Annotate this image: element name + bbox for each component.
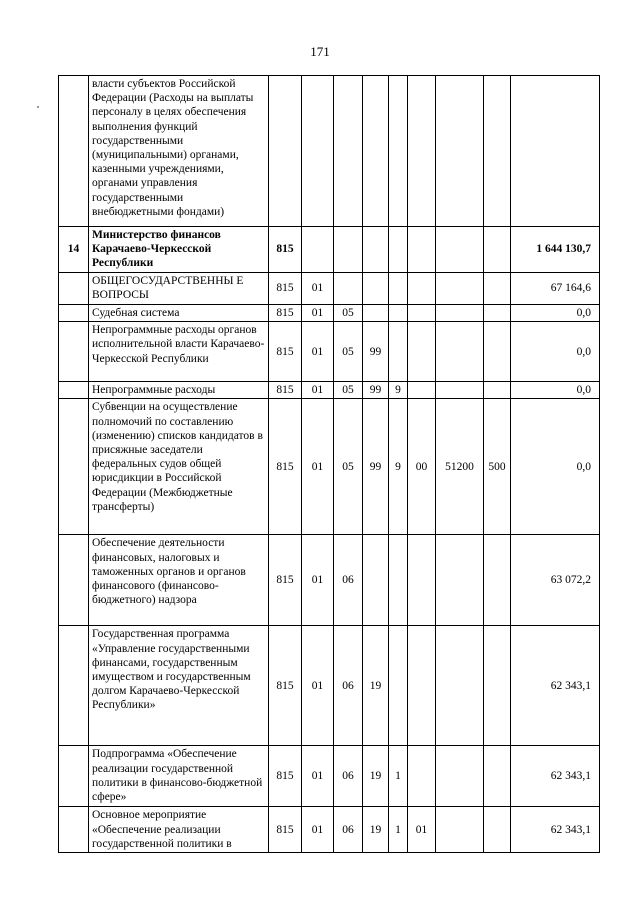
code-subprogram: 1 xyxy=(389,746,408,807)
amount: 62 343,1 xyxy=(511,626,600,746)
table-row xyxy=(59,399,600,535)
code-event xyxy=(408,227,436,273)
code-vr xyxy=(484,322,511,382)
code-subprogram xyxy=(389,626,408,746)
row-name: власти субъектов Российской Федерации (Расходы на выплаты персоналу в целях обеспечения выполнения функций государственными (муниципальными) органами, казенными учреждениями, органами управления государственными внебюджетными фондами) xyxy=(89,76,269,227)
row-name: Судебная система xyxy=(89,305,269,322)
code-rz: 01 xyxy=(302,273,334,305)
code-pr: 05 xyxy=(334,382,363,399)
row-number xyxy=(59,626,89,746)
row-name: Основное мероприятие «Обеспечение реализации государственной политики в xyxy=(89,807,269,853)
code-event xyxy=(408,273,436,305)
code-rz: 01 xyxy=(302,626,334,746)
code-pr: 06 xyxy=(334,746,363,807)
code-program xyxy=(363,273,389,305)
row-name: ОБЩЕГОСУДАРСТВЕННЫ Е ВОПРОСЫ xyxy=(89,273,269,305)
code-subprogram: 1 xyxy=(389,807,408,853)
amount xyxy=(511,76,600,227)
code-event xyxy=(408,322,436,382)
code-direction xyxy=(436,273,484,305)
amount: 0,0 xyxy=(511,382,600,399)
code-vr xyxy=(484,807,511,853)
code-pr: 06 xyxy=(334,535,363,626)
code-event: 01 xyxy=(408,807,436,853)
code-event xyxy=(408,382,436,399)
table-row xyxy=(59,227,600,273)
code-gr: 815 xyxy=(269,305,302,322)
amount: 0,0 xyxy=(511,305,600,322)
code-program xyxy=(363,305,389,322)
code-vr xyxy=(484,535,511,626)
code-gr: 815 xyxy=(269,227,302,273)
amount: 0,0 xyxy=(511,322,600,382)
code-subprogram xyxy=(389,305,408,322)
code-subprogram xyxy=(389,322,408,382)
row-number: 14 xyxy=(59,227,89,273)
amount: 0,0 xyxy=(511,399,600,535)
code-vr xyxy=(484,305,511,322)
code-vr: 500 xyxy=(484,399,511,535)
code-rz: 01 xyxy=(302,305,334,322)
scan-speck xyxy=(37,106,39,108)
code-direction xyxy=(436,626,484,746)
code-rz: 01 xyxy=(302,807,334,853)
code-direction xyxy=(436,76,484,227)
code-pr xyxy=(334,227,363,273)
code-rz: 01 xyxy=(302,746,334,807)
row-number xyxy=(59,807,89,853)
code-subprogram xyxy=(389,227,408,273)
row-number xyxy=(59,273,89,305)
code-subprogram xyxy=(389,535,408,626)
row-number xyxy=(59,305,89,322)
amount: 63 072,2 xyxy=(511,535,600,626)
row-name: Субвенции на осуществление полномочий по составлению (изменению) списков кандидатов в присяжные заседатели федеральных судов общей юрисдикции в Российской Федерации (Межбюджетные трансферты) xyxy=(89,399,269,535)
code-pr: 06 xyxy=(334,626,363,746)
code-program: 99 xyxy=(363,399,389,535)
code-event xyxy=(408,746,436,807)
code-gr: 815 xyxy=(269,807,302,853)
row-name: Подпрограмма «Обеспечение реализации государственной политики в финансово-бюджетной сфере» xyxy=(89,746,269,807)
code-rz: 01 xyxy=(302,382,334,399)
code-rz: 01 xyxy=(302,322,334,382)
row-name: Непрограммные расходы xyxy=(89,382,269,399)
code-vr xyxy=(484,626,511,746)
code-pr xyxy=(334,76,363,227)
code-program: 19 xyxy=(363,807,389,853)
code-gr: 815 xyxy=(269,535,302,626)
code-gr: 815 xyxy=(269,746,302,807)
code-program: 99 xyxy=(363,322,389,382)
code-direction xyxy=(436,322,484,382)
code-pr xyxy=(334,273,363,305)
row-number xyxy=(59,535,89,626)
amount: 67 164,6 xyxy=(511,273,600,305)
row-number xyxy=(59,382,89,399)
code-direction xyxy=(436,746,484,807)
code-subprogram: 9 xyxy=(389,399,408,535)
code-direction: 51200 xyxy=(436,399,484,535)
table-row xyxy=(59,322,600,382)
code-event xyxy=(408,626,436,746)
code-vr xyxy=(484,273,511,305)
code-program: 19 xyxy=(363,746,389,807)
code-gr: 815 xyxy=(269,626,302,746)
row-number xyxy=(59,399,89,535)
code-pr: 05 xyxy=(334,322,363,382)
code-subprogram xyxy=(389,273,408,305)
amount: 62 343,1 xyxy=(511,746,600,807)
code-direction xyxy=(436,535,484,626)
code-rz: 01 xyxy=(302,535,334,626)
row-name: Непрограммные расходы органов исполнительной власти Карачаево-Черкесской Республики xyxy=(89,322,269,382)
row-name: Министерство финансов Карачаево-Черкесской Республики xyxy=(89,227,269,273)
row-name: Государственная программа «Управление государственными финансами, государственным имуществом и государственным долгом Карачаево-Черкесской Республики» xyxy=(89,626,269,746)
row-number xyxy=(59,76,89,227)
code-direction xyxy=(436,807,484,853)
code-vr xyxy=(484,746,511,807)
budget-table xyxy=(58,75,600,853)
code-gr: 815 xyxy=(269,399,302,535)
table-row xyxy=(59,382,600,399)
row-number xyxy=(59,322,89,382)
code-event: 00 xyxy=(408,399,436,535)
code-program xyxy=(363,76,389,227)
code-event xyxy=(408,76,436,227)
code-rz: 01 xyxy=(302,399,334,535)
code-direction xyxy=(436,305,484,322)
code-vr xyxy=(484,76,511,227)
code-program xyxy=(363,535,389,626)
code-pr: 05 xyxy=(334,399,363,535)
table-row xyxy=(59,305,600,322)
code-program: 99 xyxy=(363,382,389,399)
table-row xyxy=(59,76,600,227)
code-vr xyxy=(484,227,511,273)
amount: 1 644 130,7 xyxy=(511,227,600,273)
table-row xyxy=(59,626,600,746)
page-number: 171 xyxy=(310,44,330,59)
code-pr: 06 xyxy=(334,807,363,853)
code-direction xyxy=(436,227,484,273)
code-event xyxy=(408,535,436,626)
code-event xyxy=(408,305,436,322)
code-pr: 05 xyxy=(334,305,363,322)
table-row xyxy=(59,746,600,807)
code-rz xyxy=(302,227,334,273)
code-subprogram xyxy=(389,76,408,227)
code-direction xyxy=(436,382,484,399)
row-name: Обеспечение деятельности финансовых, налоговых и таможенных органов и органов финансового (финансово-бюджетного) надзора xyxy=(89,535,269,626)
code-program xyxy=(363,227,389,273)
code-program: 19 xyxy=(363,626,389,746)
table-row xyxy=(59,273,600,305)
code-gr: 815 xyxy=(269,322,302,382)
code-gr: 815 xyxy=(269,273,302,305)
table-row xyxy=(59,535,600,626)
code-gr: 815 xyxy=(269,382,302,399)
amount: 62 343,1 xyxy=(511,807,600,853)
code-rz xyxy=(302,76,334,227)
row-number xyxy=(59,746,89,807)
code-gr xyxy=(269,76,302,227)
table-row xyxy=(59,807,600,853)
code-subprogram: 9 xyxy=(389,382,408,399)
code-vr xyxy=(484,382,511,399)
